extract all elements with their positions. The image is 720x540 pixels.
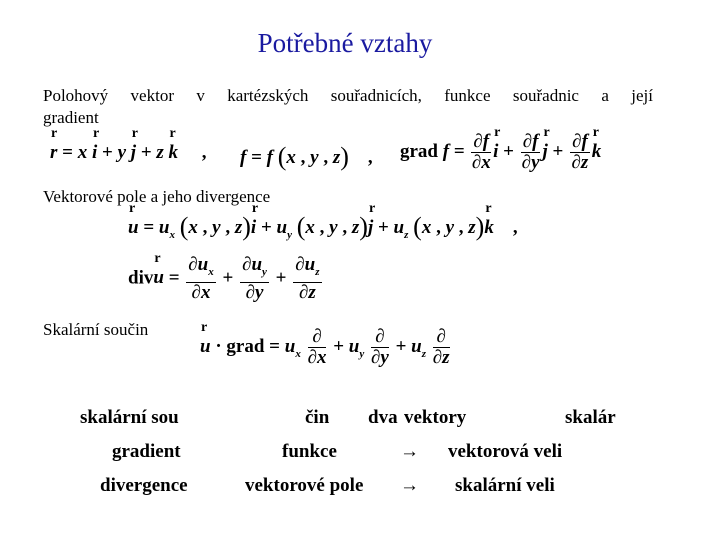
row1-col3: dva xyxy=(368,407,398,428)
row3-col1: divergence xyxy=(100,475,188,496)
paragraph-vector-field: Vektorové pole a jeho divergence xyxy=(43,187,271,206)
paragraph-dot-product: Skalární součin xyxy=(43,320,149,339)
row1-col4: vektory xyxy=(404,407,467,428)
row1-col1: skalární sou xyxy=(80,407,179,428)
formula-dot-product: r u · grad = $u_x$ $\frac{\partial}{\partial x}$ + $u_y$ $\frac{\partial}{\partial y}$ + $u_z$ $\frac{\partial}{\partial z}$ xyxy=(200,327,452,368)
paragraph-gradient-word: gradient xyxy=(43,108,99,127)
row2-arrow: → xyxy=(400,441,419,462)
row1-col2: čin xyxy=(305,407,330,428)
row1-col5: skalár xyxy=(565,407,616,428)
row3-col4: skalární veli xyxy=(455,475,555,496)
paragraph-position-vector: Polohový vektor v kartézských souřadnicích, funkce souřadnic a její xyxy=(43,86,653,105)
formula-divergence: divr u = $\frac{\partial u_x}{\partial x}$ + $\frac{\partial u_y}{\partial y}$ + $\frac{\partial u_z}{\partial z}$ xyxy=(128,255,324,303)
row3-col2: vektorové pole xyxy=(245,475,364,496)
formula-gradient: grad f = $\frac{\partial f}{\partial x}$ r i + $\frac{\partial f}{\partial y}$ r j + $\frac{\partial f}{\partial z}$ r k xyxy=(400,132,601,173)
formula-position-vector: r r = x r i + y r j + z r k , xyxy=(50,142,207,164)
row3-arrow: → xyxy=(400,475,419,496)
row2-col1: gradient xyxy=(112,441,181,462)
row2-col4: vektorová veli xyxy=(448,441,563,462)
formula-vector-field: r $u = u_x$ (x , y , z)r $i + u_y$ (x , y , z)r $j + u_z$ (x , y , z)r k , xyxy=(128,212,518,242)
formula-function: f = f (x , y , z) , xyxy=(240,142,373,171)
row2-col2: funkce xyxy=(282,441,337,462)
page-title: Potřebné vztahy xyxy=(257,28,433,58)
